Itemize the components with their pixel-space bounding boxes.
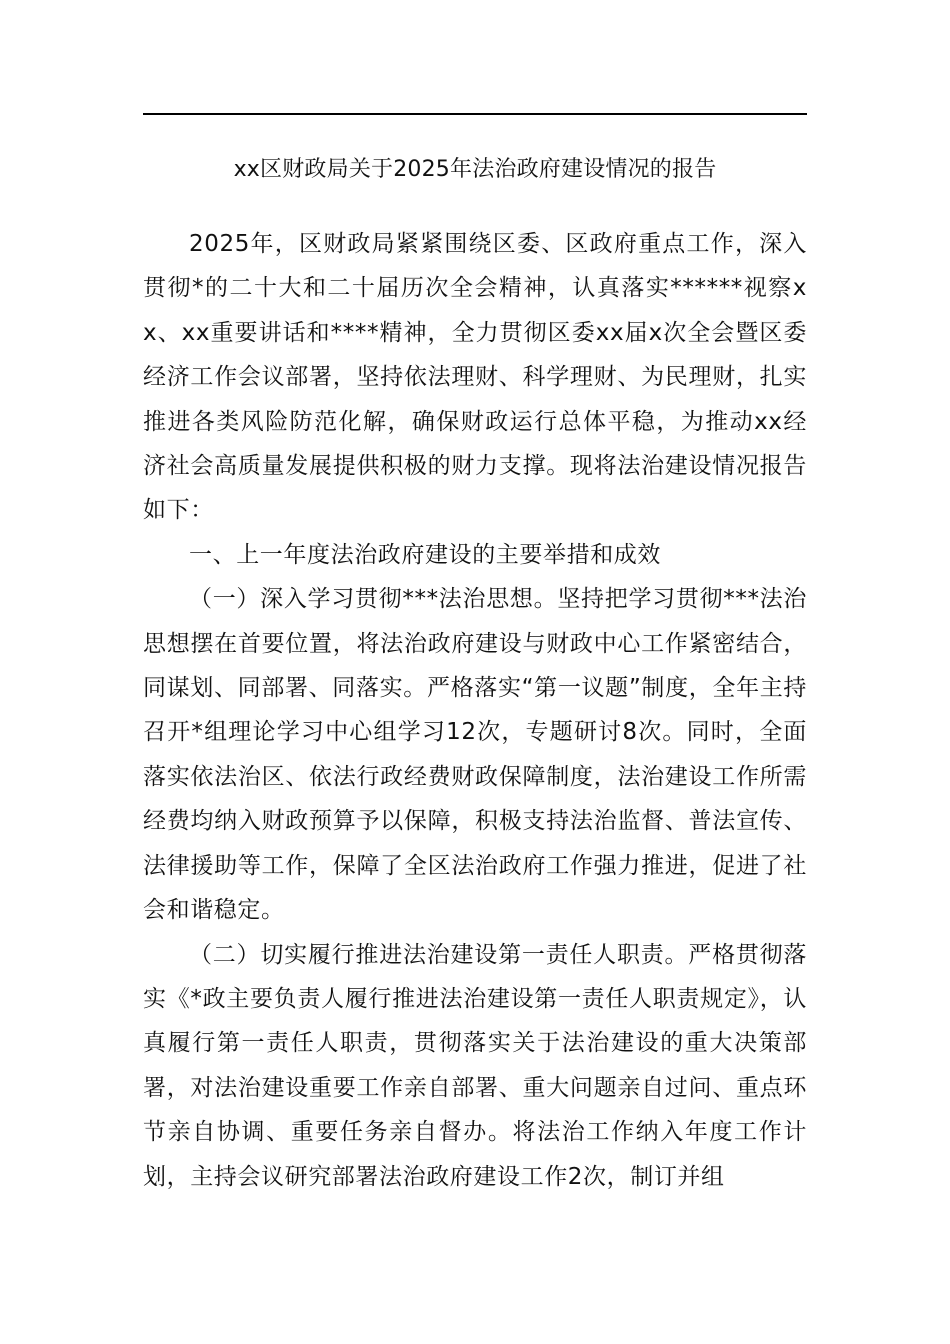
section-heading: 一、上一年度法治政府建设的主要举措和成效 [189,541,661,568]
paragraph-1: （一）深入学习贯彻***法治思想。坚持把学习贯彻***法治思想摆在首要位置，将法治政府建设与财政中心工作紧密结合，同谋划、同部署、同落实。严格落实“第一议题”制度，全年主持召开*组理论学习中心组学习12次，专题研讨8次。同时，全面落实依法治区、依法行政经费财政保障制度，法治建设工作所需经费均纳入财政预算予以保障，积极支持法治监督、普法宣传、法律援助等工作，保障了全区法治政府工作强力推进，促进了社会和谐稳定。 [143,586,807,924]
intro-paragraph: 2025年，区财政局紧紧围绕区委、区政府重点工作，深入贯彻*的二十大和二十届历次全会精神，认真落实******视察xx、xx重要讲话和****精神，全力贯彻区委xx届x次全会暨区委经济工作会议部署，坚持依法理财、科学理财、为民理财，扎实推进各类风险防范化解，确保财政运行总体平稳，为推动xx经济社会高质量发展提供积极的财力支撑。现将法治建设情况报告如下： [143,231,807,524]
document-title: xx区财政局关于2025年法治政府建设情况的报告 [233,157,717,182]
paragraph-2: （二）切实履行推进法治建设第一责任人职责。严格贯彻落实《*政主要负责人履行推进法治建设第一责任人职责规定》，认真履行第一责任人职责，贯彻落实关于法治建设的重大决策部署，对法治建设重要工作亲自部署、重大问题亲自过问、重点环节亲自协调、重要任务亲自督办。将法治工作纳入年度工作计划，主持会议研究部署法治政府建设工作2次，制订并组 [143,941,807,1190]
document-body [143,222,807,1199]
header-rule [143,113,807,115]
